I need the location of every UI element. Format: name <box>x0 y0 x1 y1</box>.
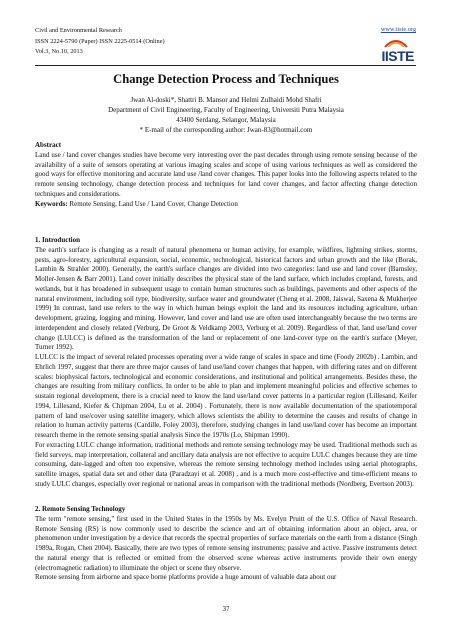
abstract-text: Land use / land cover changes studies have become very interesting over the past decades through using remote sensing because of the availability of a suite of sensors operating at various imaging scales and scope of using various techniques as well as considered the good ways for effective monitoring and accurate land use /land cover changes. This paper looks into the following aspects related to the remote sensing technology, change detection process and techniques for land cover changes, and factor affecting change detection techniques and considerations. <box>35 150 417 198</box>
logo-arc-icon <box>384 38 408 48</box>
issn-line: ISSN 2224-5790 (Paper) ISSN 2225-0514 (Online) <box>35 37 165 45</box>
volume-line: Vol.3, No.10, 2013 <box>35 48 83 56</box>
author-names: Jwan Al-doski*, Shattri B. Mansor and Helmi Zulhaidi Mohd Shafri <box>130 96 322 104</box>
section2-heading: 2. Remote Sensing Technology <box>35 505 126 513</box>
journal-name: Civil and Environmental Research <box>35 27 122 34</box>
section1-paragraph-2: LULCC is the impact of several related processes operating over a wide range of scales in space and time (Foody 2002b) . Lambin, and Ehrlich 1997, suggest that there are three major causes of land use/land cover changes that happen, with differing rates and on different scales: biophysical factors, technological and economic considerations, and institutional and political arrangements. Besides these, the changes are resulting from military conflicts. In order to be able to plan and implement meaningful policies and effective schemes to sustain regional development, there is a crucial need to know the land use/land cover patterns in a particular region (Lillesand, Keifer 1994, Lillesand, Kiefer & Chipman 2004, Lu et al. 2004) . Fortunately, there is now available documentation of the spatiotemporal pattern of land use/cover using satellite imagery, which allows scientists the ability to determine the causes and results of change in relation to human activity patterns (Cardille, Foley 2003), therefore, studying changes in land use/land cover has become an important research theme in the remote sensing spatial analysis Since the 1970s (Lo, Shipman 1990). <box>35 353 417 439</box>
section1-heading: 1. Introduction <box>35 236 80 244</box>
abstract-heading: Abstract <box>35 141 62 149</box>
running-header <box>35 26 165 58</box>
author-address: 43400 Serdang, Selangor, Malaysia <box>176 116 276 124</box>
paper-title: Change Detection Process and Techniques <box>113 72 339 86</box>
section-remote-sensing <box>35 505 417 583</box>
iiste-logo: IISTE <box>381 48 414 64</box>
header-rule <box>35 65 416 66</box>
author-affiliation: Department of Civil Engineering, Faculty of Engineering, Universiti Putra Malaysia <box>108 106 344 114</box>
section1-paragraph-3: For extracting LULC change information, traditional methods and remote sensing technology may be used. Traditional methods such as field surveys, map interpretation, collateral and ancillary data analysis are not effective to acquire LULC changes because they are time consuming, date-lagged and often too expensive, whereas the remote sensing technology method includes using aerial photographs, satellite images, spatial data set and other data (Paradzayi et al. 2008) , and is a much more cost-effective and time-efficient means to study LULC changes, especially over regional or national areas in comparison with the traditional methods (Nordberg, Evertson 2003). <box>35 440 417 488</box>
section2-paragraph-2: Remote sensing from airborne and space borne platforms provide a huge amount of valuable data about our <box>35 573 337 582</box>
page-number: 37 <box>222 605 230 613</box>
section1-paragraph-1: The earth's surface is changing as a result of natural phenomena or human activity, for example, wildfires, lightning strikes, storms, pests, agro-forestry, agricultural expansion, social, economic, technological, historical factors and urban growth and the like (Borak, Lambin & Strahler 2000). Generally, the earth's surface changes are divided into two categories: land use and land cover (Barnsley, Moller-Jensen & Barr 2001). Land cover initially describes the physical state of the land surface, which includes cropland, forests, and wetlands, but it has broadened in subsequent usage to contain human structures such as buildings, pavements and other aspects of the natural environment, including soil type, biodiversity, surface water and groundwater (Cheng et al. 2008, Jaiswal, Saxena & Mukherjee 1999) In contrast, land use refers to the way in which human beings exploit the land and its resources including agriculture, urban development, grazing, logging and mining. However, land cover and land use are often used interchangeably because the two terms are interdependent and closely related (Verburg, De Groot & Veldkamp 2003, Verburg et al. 2009). Regardless of that, land use/land cover change (LULCC) is defined as the transformation of the land or replacement of one land-cover type on the earth's surface (Meyer, Turner 1992). <box>35 245 417 352</box>
abstract-block <box>35 141 417 209</box>
author-email: * E-mail of the corresponding author: Jwan-83@hotmail.com <box>139 126 313 134</box>
author-block <box>0 95 452 135</box>
keywords-text: Remote Sensing, Land Use / Land Cover, Change Detection <box>69 199 238 208</box>
section-introduction <box>35 236 417 490</box>
keywords-label: Keywords: <box>35 199 68 208</box>
keywords-line <box>35 200 417 210</box>
journal-url-link[interactable]: www.iiste.org <box>380 26 416 33</box>
section2-paragraph-1: The term "remote sensing," first used in the United States in the 1950s by Ms. Evelyn Pruitt of the U.S. Office of Naval Research. Remote Sensing (RS) is now commonly used to describe the science and art of obtaining information about an object, area, or phenomenon under investigation by a device that records the spectral properties of surface materials on the earth from a distance (Singh 1989a, Rogan, Chen 2004). Basically, there are two types of remote sensing instruments; passive and active. Passive instruments detect the natural energy that is reflected or emitted from the observed scene whereas active instruments provide their own energy (electromagnetic radiation) to illuminate the object or scene they observe. <box>35 514 417 572</box>
